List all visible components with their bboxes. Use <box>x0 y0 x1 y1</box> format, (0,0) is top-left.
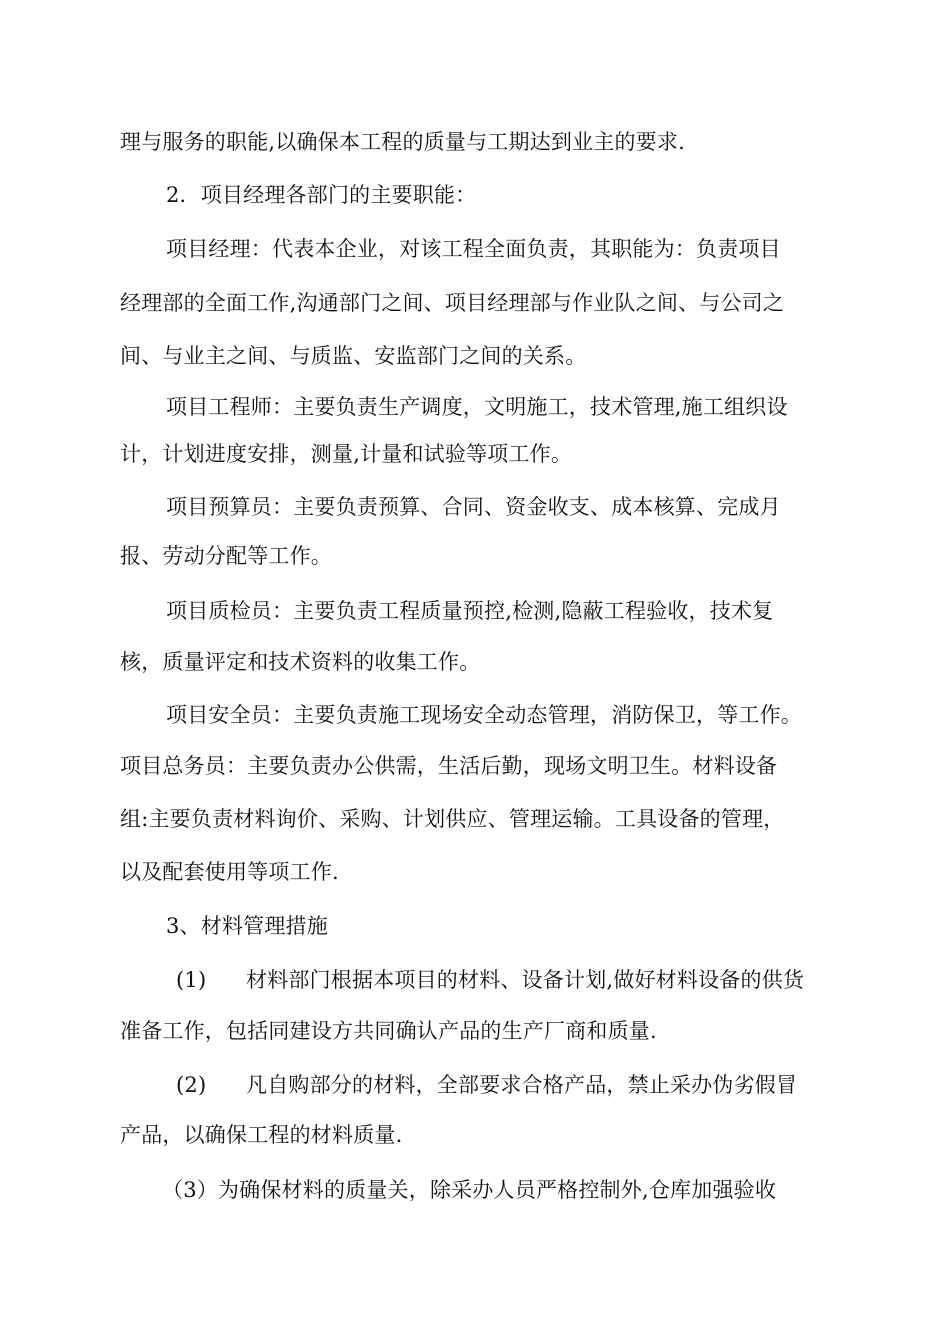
list-item <box>176 966 804 994</box>
list-item-text: 凡自购部分的材料，全部要求合格产品，禁止采办伪劣假冒 <box>246 1073 798 1097</box>
section-heading: 2．项目经理各部门的主要职能： <box>166 183 477 207</box>
text-line: 项目经理：代表本企业，对该工程全面负责，其职能为：负责项目 <box>166 237 781 261</box>
text-line: 项目工程师：主要负责生产调度，文明施工，技术管理,施工组织设 <box>166 395 788 419</box>
text-line: 间、与业主之间、与质监、安监部门之间的关系。 <box>120 344 587 368</box>
text-line: 计，计划进度安排，测量,计量和试验等项工作。 <box>120 442 573 466</box>
list-item-text: 材料部门根据本项目的材料、设备计划,做好材料设备的供货 <box>246 968 805 992</box>
text-line: （3）为确保材料的质量关，除采办人员严格控制外,仓库加强验收 <box>162 1178 777 1202</box>
text-line: 经理部的全面工作,沟通部门之间、项目经理部与作业队之间、与公司之 <box>120 291 785 315</box>
text-line: 以及配套使用等项工作. <box>120 860 339 884</box>
text-line: 产品，以确保工程的材料质量. <box>120 1123 403 1147</box>
section-heading: 3、材料管理措施 <box>166 914 328 938</box>
text-line: 项目总务员：主要负责办公供需，生活后勤，现场文明卫生。材料设备 <box>120 754 778 778</box>
text-line: 项目质检员：主要负责工程质量预控,检测,隐蔽工程验收，技术复 <box>166 599 774 623</box>
text-line: 项目预算员：主要负责预算、合同、资金收支、成本核算、完成月 <box>166 495 781 519</box>
text-line: 组:主要负责材料询价、采购、计划供应、管理运输。工具设备的管理， <box>120 807 785 831</box>
list-item-number: (2) <box>176 1073 207 1097</box>
text-line: 准备工作，包括同建设方共同确认产品的生产厂商和质量. <box>120 1019 657 1043</box>
list-item <box>176 1071 797 1099</box>
text-line: 项目安全员：主要负责施工现场安全动态管理，消防保卫，等工作。 <box>166 703 802 727</box>
text-line: 理与服务的职能,以确保本工程的质量与工期达到业主的要求. <box>120 130 685 154</box>
text-line: 核，质量评定和技术资料的收集工作。 <box>120 650 481 674</box>
list-item-number: (1) <box>176 968 207 992</box>
text-line: 报、劳动分配等工作。 <box>120 544 332 568</box>
